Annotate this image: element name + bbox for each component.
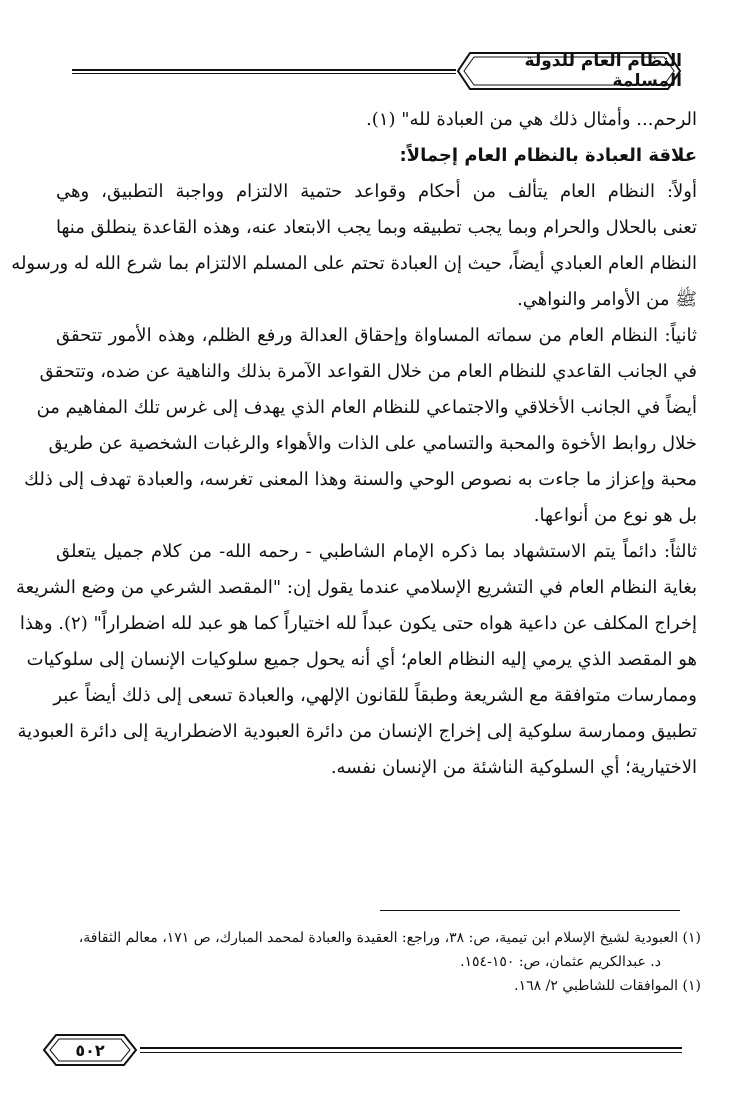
- page-number-badge: [42, 1032, 138, 1068]
- text-line: إخراج المكلف عن داعية هواه حتى يكون عبداً لله اختياراً كما هو عبد لله اضطراراً" (٢). وهذا: [19, 613, 697, 634]
- text-line: محبة وإعزاز ما جاءت به نصوص الوحي والسنة وهذا المعنى تغرسه، والعبادة تهدف إلى ذلك: [24, 469, 697, 490]
- text-line: تطبيق وممارسة سلوكية إلى إخراج الإنسان من دائرة العبودية الاضطرارية إلى دائرة العبودية: [17, 721, 697, 742]
- text-line: وممارسات متوافقة مع الشريعة وطبقاً للقانون الإلهي، والعبادة تسعى إلى ذلك أيضاً عبر: [53, 685, 697, 706]
- text-line: تعنى بالحلال والحرام وبما يجب تطبيقه وبما يجب الابتعاد عنه، وهذه القاعدة ينطلق منها: [56, 217, 697, 238]
- text-line: أولاً: النظام العام يتألف من أحكام وقواعد حتمية الالتزام وواجبة التطبيق، وهي: [56, 181, 697, 202]
- text-line: خلال روابط الأخوة والمحبة والتسامي على الذات والأهواء والرغبات الشخصية عن طريق: [48, 433, 697, 454]
- footer-rule-thin: [140, 1052, 682, 1053]
- header-rule-thin: [72, 73, 456, 74]
- text-line: الاختيارية؛ أي السلوكية الناشئة من الإنسان نفسه.: [330, 757, 697, 778]
- footnote: (١) العبودية لشيخ الإسلام ابن تيمية، ص: ٣٨، وراجع: العقيدة والعبادة لمحمد المبارك، ص ١٧١، معالم الثقافة،: [78, 930, 701, 946]
- text-line: ثالثاً: دائماً يتم الاستشهاد بما ذكره الإمام الشاطبي - رحمه الله- من كلام جميل يتعلق: [56, 541, 697, 562]
- header-title: النظام العام للدولة المسلمة: [524, 51, 682, 91]
- text-line: ﷺ من الأوامر والنواهي.: [517, 289, 697, 310]
- section-heading: علاقة العبادة بالنظام العام إجمالاً:: [399, 145, 697, 166]
- text-line: أيضاً في الجانب الأخلاقي والاجتماعي للنظام العام الذي يهدف إلى غرس تلك المفاهيم من: [36, 397, 697, 418]
- footnotes: [40, 926, 701, 998]
- text-line: في الجانب القاعدي للنظام العام من خلال القواعد الآمرة بذلك والناهية عن ضده، وتتحقق: [39, 361, 697, 382]
- footnote-separator: [380, 910, 680, 911]
- footnote: د. عبدالكريم عثمان، ص: ١٥٠-١٥٤.: [460, 954, 661, 970]
- running-header: [456, 50, 682, 92]
- header-rule: [72, 69, 456, 71]
- text-line: الرحم... وأمثال ذلك هي من العبادة لله" (١).: [366, 109, 697, 130]
- footer-rule: [140, 1047, 682, 1049]
- text-line: ثانياً: النظام العام من سماته المساواة وإحقاق العدالة ورفع الظلم، وهذه الأمور تتحقق: [56, 325, 697, 346]
- page-number: ٥٠٢: [75, 1040, 105, 1060]
- main-text: [11, 102, 697, 786]
- footnote: (١) الموافقات للشاطبي ٢/ ١٦٨.: [514, 978, 701, 994]
- text-line: النظام العام العبادي أيضاً، حيث إن العبادة تحتم على المسلم الالتزام بما شرع الله له ورسوله: [11, 253, 697, 274]
- text-line: هو المقصد الذي يرمي إليه النظام العام؛ أي أنه يحول جميع سلوكيات الإنسان إلى سلوكيات: [26, 649, 697, 670]
- text-line: بغاية النظام العام في التشريع الإسلامي عندما يقول إن: "المقصد الشرعي من وضع الشريعة: [16, 577, 697, 598]
- text-line: بل هو نوع من أنواعها.: [533, 505, 697, 526]
